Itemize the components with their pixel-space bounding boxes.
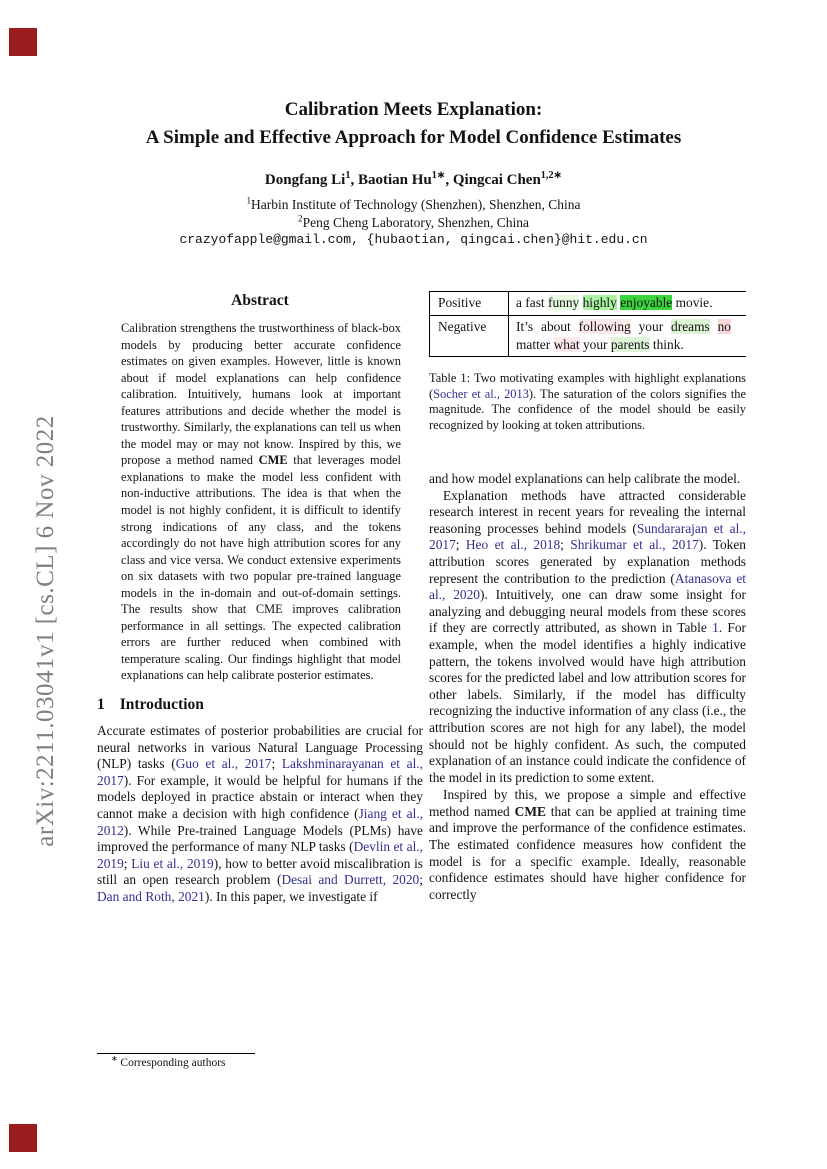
table-row [430,315,746,357]
footnote-rule [97,1053,255,1054]
table-1-caption [429,371,746,433]
highlighted-token: highly [582,295,617,310]
text-run: ; [123,855,132,871]
highlighted-token: dreams [671,318,710,334]
authors-line [0,172,827,189]
text-run: . For example, when the model identifies a highly indicative pattern, the tokens involved would have high attribution scores for the predicted label and low attribution scores for other labels. Similarly, if the model has difficulty recognizing the inductive information of any class (i.e., the attribution scores are not high for any label), the model should not be highly confident. As such, the computed explanation of an instance could indicate the confidence of the model in its prediction to some extent. [429,620,746,785]
corner-mark-bottom [9,1124,37,1152]
text-run: ; [271,756,282,772]
right-column [429,291,746,903]
citation-link[interactable]: Lakshminarayanan et al., 2017 [97,756,423,788]
superscript: 1,2∗ [540,170,563,181]
text-run: Calibration strengthens the trustworthiness of black-box models by producing better accurate confidence estimates on given examples. However, little is known about if model explanations can help confidence calibration. Intuitively, humans look at important features attributions and decide whether the model is trustworthy. Similarly, the explanations can tell us when the model may or may not know. Inspired by this, we propose a method named [121,321,401,468]
affiliation-2 [0,214,827,232]
arxiv-watermark: arXiv:2211.03041v1 [cs.CL] 6 Nov 2022 [32,415,59,847]
text-run: Harbin Institute of Technology (Shenzhen), Shenzhen, China [251,197,581,212]
text-run: Accurate estimates of posterior probabilities are crucial for neural networks in various Natural Language Processing (NLP) tasks ( [97,723,423,772]
footnote-text [97,1054,423,1069]
citation-link[interactable]: Sundararajan et al., 2017 [429,520,746,553]
highlighted-token: no [717,318,731,334]
text-run: movie. [672,295,713,310]
text-run: , Baotian Hu [350,172,432,188]
bold-text: CME [514,803,546,819]
paper-title-line2: A Simple and Effective Approach for Model Confidence Estimates [145,127,682,148]
text-run: matter [516,336,554,352]
paragraph-explanation-methods [429,488,746,787]
right-column-body [429,471,746,903]
text-run: It’s about [516,318,579,334]
text-run: and how model explanations can help calibrate the model. [429,471,741,487]
text-run: Corresponding authors [117,1057,226,1069]
citation-link[interactable]: Atanasova et al., 2020 [429,570,747,603]
row-label-positive: Positive [430,292,509,315]
text-run: ). The saturation of the colors signifies the magnitude. The confidence of the model should be easily recognized by looking at token attributions. [429,386,746,432]
citation-link[interactable]: Devlin et al., 2019 [97,839,423,871]
superscript: 1 [345,170,351,181]
highlighted-token: funny [547,295,580,310]
intro-paragraph [97,723,423,906]
text-run: Dongfang Li [264,172,346,188]
text-run: Explanation methods have attracted considerable research interest in recent years for revealing the internal reasoning processes behind models ( [429,487,746,536]
text-run: , Qingcai Chen [445,172,541,188]
section-number: 1 [97,696,105,714]
text-run: think. [649,336,684,352]
paper-title [60,96,767,152]
table-row [430,292,746,315]
footnote [97,1053,423,1069]
citation-link[interactable]: Jiang et al., 2012 [97,806,424,838]
superscript: 1 [246,195,252,206]
section-title: Introduction [119,696,204,714]
text-run: ; [455,537,466,553]
paragraph-inspired [429,787,746,903]
citation-link[interactable]: Liu et al., 2019 [131,855,214,871]
superscript: ∗ [111,1054,118,1064]
text-run: ). Token attribution scores generated by explanation methods represent the contribution to the prediction ( [429,537,746,586]
text-run: ; [560,537,571,553]
text-run: ). For example, it would be helpful for humans if the models deployed in practice abstain or interact when they cannot make a decision with high confidence ( [97,772,423,821]
text-run [710,319,718,334]
citation-link[interactable]: Heo et al., 2018 [465,537,561,553]
highlighted-token: following [578,318,631,334]
affiliations [0,196,827,231]
text-run: that can be applied at training time and improve the performance of the confidence estimates. The estimated confidence measures how confident the model is for a specific example. Ideally, reasonable confidence estimates should have higher confidence for correctly [429,803,746,902]
email-line: crazyofapple@gmail.com, {hubaotian, qingcai.chen}@hit.edu.cn [179,232,648,247]
superscript: 1∗ [431,170,446,181]
highlighted-token: enjoyable [620,295,673,310]
citation-link[interactable]: Socher et al., 2013 [433,386,529,401]
row-label-negative: Negative [430,316,509,357]
text-run: ; [419,872,423,888]
text-run: Inspired by this, we propose a simple and effective method named [429,787,746,819]
citation-link[interactable]: Desai and Durrett, 2020 [281,872,420,888]
text-run: ). Intuitively, one can draw some insight for analyzing and debugging neural models from these scores if they are correctly attributed, as shown in Table [429,587,746,636]
citation-link[interactable]: 1 [712,620,719,636]
text-run: a fast [516,295,548,310]
abstract-heading: Abstract [231,292,289,309]
text-run: ), how to better avoid miscalibration is still an open research problem ( [97,855,423,888]
text-run: Peng Cheng Laboratory, Shenzhen, China [302,214,529,230]
text-run: Table 1: Two motivating examples with highlight explanations ( [429,371,746,401]
paper-title-line1: Calibration Meets Explanation: [284,99,543,120]
abstract-text [121,320,401,684]
section-1-heading [97,696,423,714]
row-content-positive [509,292,746,315]
text-run: ). In this paper, we investigate if [204,888,378,904]
affiliation-1 [0,196,827,214]
citation-link[interactable]: Shrikumar et al., 2017 [570,537,699,553]
highlighted-token: what [553,336,580,352]
citation-link[interactable]: Dan and Roth, 2021 [97,888,205,904]
corner-mark-top [9,28,37,56]
paragraph-continuation [429,471,746,488]
text-run: your [630,318,672,334]
table-1 [429,291,746,357]
text-run: that leverages model explanations to make the model less confident with non-inductive attributions. The idea is that when the model is not highly confident, it is difficult to identify strong indications of any class, and the tokens accordingly do not have high attribution scores for any class and vice versa. We conduct extensive experiments on six datasets with two popular pre-trained language models in the in-domain and out-of-domain settings. The results show that CME improves calibration performance in all settings. The expected calibration errors are further reduced when combined with temperature scaling. Our findings highlight that model explanations can help calibrate posterior estimates. [121,453,401,683]
highlighted-token: parents [610,336,650,352]
citation-link[interactable]: Guo et al., 2017 [175,756,272,772]
bold-text: CME [258,453,288,468]
text-run: your [579,336,611,352]
row-content-negative [509,316,746,357]
left-column [97,290,423,906]
superscript: 2 [298,213,303,223]
text-run: ). While Pre-trained Language Models (PLMs) have improved the performance of many NLP tasks ( [97,822,423,855]
